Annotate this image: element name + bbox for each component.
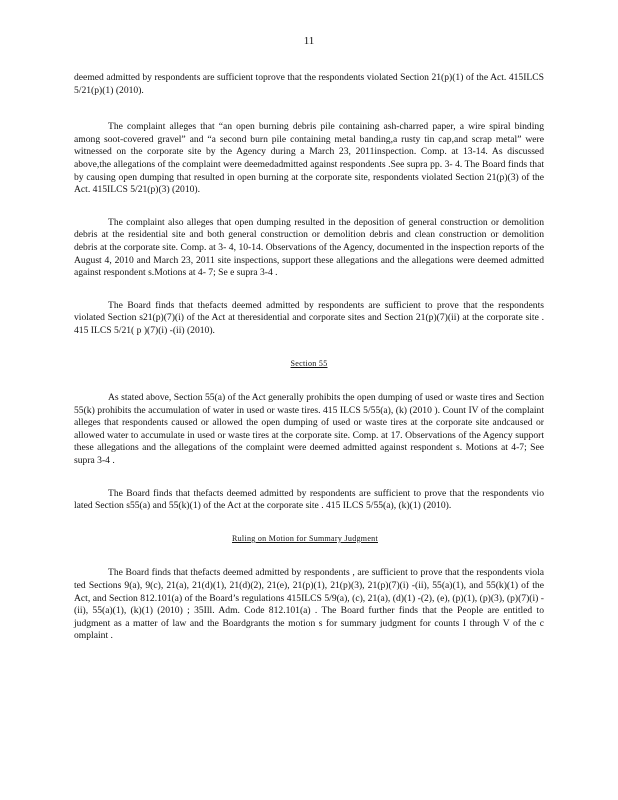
paragraph: The Board finds that thefacts deemed admitted by respondents , are sufficient to prove that the respondents viola ted Sections 9(a), 9(c), 21(a), 21(d)(1), 21(d)(2), 21(e), 21(p)(1), 21(p)(3), 21(p)(7)(i) -(ii), 55(a)(1), and 55(k)(1) of the Act, and Section 812.101(a) of the Board’s regulations 415ILCS 5/9(a), (c), 21(a), (d)(1) -(2), (e), (p)(1), (p)(3), (p)(7)(i) -(ii), 55(a)(1), (k)(1) (2010) ; 35Ill. Adm. Code 812.101(a) . The Board further finds that the People are entitled to judgment as a matter of law and the Boardgrants the motion s for summary judgment for counts I through V of the c omplaint . bbox=[74, 567, 544, 642]
ruling-heading-text: Ruling on Motion for Summary Judgment bbox=[232, 533, 378, 543]
section-heading-text: Section 55 bbox=[290, 358, 328, 368]
page-number: 11 bbox=[303, 35, 315, 47]
paragraph: The complaint also alleges that open dumping resulted in the deposition of general construction or demolition debris at the residential site and both general construction or demolition debris and clean construction or demolition debris at the corporate site. Comp. at 3- 4, 10-14. Observations of the Agency, documented in the inspection reports of the August 4, 2010 and March 23, 2011 site inspections, support these allegations and the allegations were deemed admitted against respondent s.Motions at 4- 7; Se e supra 3-4 . bbox=[74, 216, 544, 279]
paragraph: deemed admitted by respondents are sufficient toprove that the respondents violated Section 21(p)(1) of the Act. 415ILCS 5/21(p)(1) (2010). bbox=[74, 72, 544, 96]
paragraph: As stated above, Section 55(a) of the Act generally prohibits the open dumping of used or waste tires and Section 55(k) prohibits the accumulation of water in used or waste tires. 415 ILCS 5/55(a), (k) (2010 ). Count IV of the complaint alleges that respondents caused or allowed the open dumping of used or waste tires at the corporate site andcaused or allowed water to accumulate in used or waste tires at the corporate site. Comp. at 17. Observations of the Agency support these allegations and the allegations of the complaint were deemed admitted against respondent s. Motions at 4-7; See supra 3-4 . bbox=[74, 392, 544, 467]
paragraph: The complaint alleges that “an open burning debris pile containing ash-charred paper, a wire spiral binding among soot-covered gravel” and “a second burn pile containing metal banding,a rusty tin cap,and scrap metal” were witnessed on the corporate site by the Agency during a March 23, 2011inspection. Comp. at 13-14. As discussed above,the allegations of the complaint were deemedadmitted against respondents .See supra pp. 3- 4. The Board finds that by causing open dumping that resulted in open burning at the corporate site, respondents violated Section 21(p)(3) of the Act. 415ILCS 5/21(p)(3) (2010). bbox=[74, 121, 544, 196]
paragraph: The Board finds that thefacts deemed admitted by respondents are sufficient to prove that the respondents violated Section s21(p)(7)(i) of the Act at theresidential and corporate sites and Section 21(p)(7)(ii) at the corporate site . 415 ILCS 5/21( p )(7)(i) -(ii) (2010). bbox=[74, 299, 544, 336]
document-body bbox=[74, 72, 544, 663]
section-heading bbox=[74, 358, 544, 371]
ruling-heading bbox=[74, 533, 544, 546]
paragraph: The Board finds that thefacts deemed admitted by respondents are sufficient to prove that the respondents vio lated Section s55(a) and 55(k)(1) of the Act at the corporate site . 415 ILCS 5/55(a), (k)(1) (2010). bbox=[74, 487, 544, 512]
